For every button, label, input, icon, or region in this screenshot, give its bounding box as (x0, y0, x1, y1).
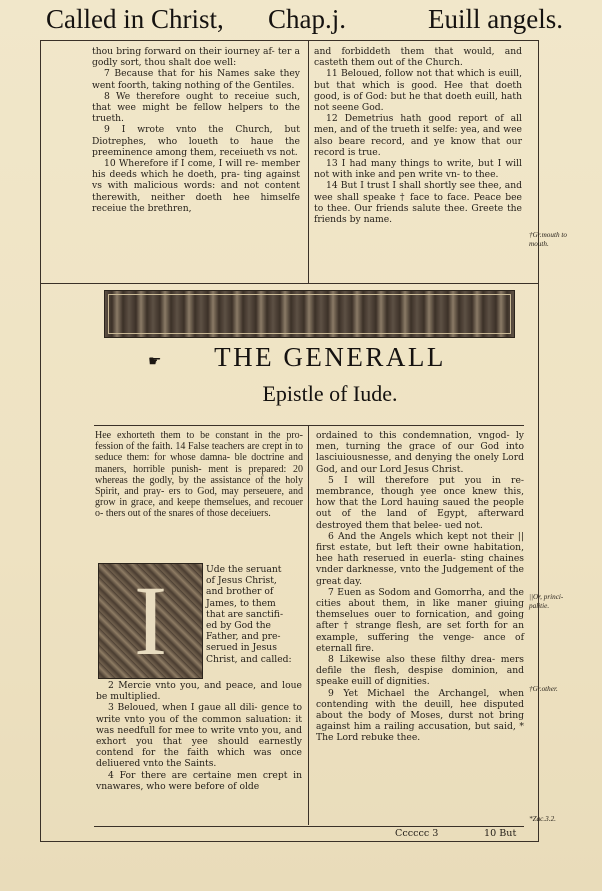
decorated-initial (98, 563, 203, 679)
verse-text: 10 Wherefore if I come, I will re- member his deeds which he doeth, pra- ting against vs with malicious words: and not content therewith, neither doeth hee himselfe receiue the brethren, (92, 158, 300, 214)
margin-note-principalitie: ||Or, princi- palitie. (529, 593, 564, 610)
verse-text: 5 I will therefore put you in re- membrance, though yee once knew this, how that the Lord hauing saued the people out of the land of Egypt, afterward destroyed them that belee- ued not. (316, 474, 524, 531)
verse-line: of Jesus Christ, (206, 575, 277, 587)
running-head-left: Called in Christ, (46, 4, 224, 34)
footer-rule (94, 826, 524, 827)
decorated-initial-letter: I (133, 565, 168, 676)
signature-mark: Cccccc 3 (395, 828, 439, 839)
header-rule (40, 40, 538, 41)
verse-text: 8 Likewise also these filthy drea- mers defile the flesh, despise dominion, and speake euill of dignities. (316, 654, 524, 688)
verse-line: James, to them (206, 597, 276, 609)
top-left-column (92, 46, 300, 214)
verse-text: 6 And the Angels which kept not their || first estate, but left their owne habitation, hee hath reserued in euerla- sting chaines vnder darknesse, vnto the Judgement of the great day. (316, 530, 524, 587)
section-rule-2 (94, 425, 524, 426)
column-divider-bottom (308, 425, 309, 825)
margin-note-mouth: †Gr.mouth to mouth. (529, 231, 567, 248)
chapter-summary: Hee exhorteth them to be constant in the pro- fession of the faith. 14 False teachers are crept in to seduce them: for whose damna- ble doctrine and maners, horrible punish- ment is prepared: 20 whereas the godly, by the assistance of the holy Spirit, and pray- ers to God, may perseuere, and grow in grace, and keepe themselues, and recouer o- thers out of the snares of those deceiuers. (95, 430, 303, 520)
verse-text: and forbiddeth them that would, and casteth them out of the Church. (314, 46, 522, 69)
verse-text: 9 Yet Michael the Archangel, when contending with the deuill, hee disputed about the body of Moses, durst not bring against him a railing accusation, but said, * The Lord rebuke thee. (316, 687, 524, 744)
verse-text: 13 I had many things to write, but I will not with inke and pen write vn- to thee. (314, 158, 522, 181)
verse-text: 2 Mercie vnto you, and peace, and loue be multiplied. (96, 680, 302, 703)
verse-line: Ude the seruant (206, 564, 282, 575)
verse-text: 11 Beloued, follow not that which is euill, but that which is good. Hee that doeth good, is of God: but he that doeth euill, hath not seene God. (314, 68, 522, 114)
verse-one-wrap (206, 564, 304, 665)
top-right-column (314, 46, 522, 225)
verse-text: thou bring forward on their iourney af- ter a godly sort, thou shalt doe well: (92, 46, 300, 69)
running-head-right: Euill angels. (428, 4, 563, 34)
ornamental-headpiece (104, 290, 515, 338)
verse-line: that are sanctifi- (206, 608, 284, 620)
column-divider-top (308, 41, 309, 283)
running-head-chapter: Chap.j. (268, 4, 346, 34)
book-title: THE GENERALL (214, 342, 446, 372)
verse-text: 3 Beloued, when I gaue all dili- gence to write vnto you of the common saluation: it was needfull for mee to write vnto you, and exhort you that yee should earnestly contend for the faith which was once deliuered vnto the Saints. (96, 702, 302, 770)
verse-text: 12 Demetrius hath good report of all men, and of the trueth it selfe: yea, and wee also beare record, and ye know that our record is true. (314, 113, 522, 158)
verse-text: 14 But I trust I shall shortly see thee, and wee shall speake † face to face. Peace bee to thee. Our friends salute thee. Greete the friends by name. (314, 180, 522, 226)
verse-line: and brother of (206, 586, 274, 598)
verse-text: 9 I wrote vnto the Church, but Diotrephes, who loueth to haue the preeminence among them, receiueth vs not. (92, 124, 300, 158)
bottom-right-column (316, 430, 524, 744)
bottom-left-column (96, 680, 302, 792)
verse-line: serued in Jesus (206, 642, 277, 654)
verse-text: 4 For there are certaine men crept in vnawares, who were before of olde (96, 769, 302, 792)
pointing-hand-icon: ☛ (148, 352, 162, 370)
verse-text: 7 Because that for his Names sake they went foorth, taking nothing of the Gentiles. (92, 68, 300, 91)
verse-text: 8 We therefore ought to receiue such, that wee might be fellow helpers to the trueth. (92, 90, 300, 125)
verse-line: Father, and pre- (206, 631, 281, 643)
margin-note-other: †Gr.other. (529, 685, 558, 693)
book-subtitle: Epistle of Iude. (262, 381, 398, 406)
section-rule (40, 283, 538, 284)
verse-text: 7 Euen as Sodom and Gomorrha, and the cities about them, in like maner giuing themselues ouer to fornication, and going after † strange flesh, are set forth for an example, suffering the venge- ance of eternall fire. (316, 586, 524, 654)
margin-note-zac: *Zac.3.2. (529, 815, 556, 823)
verse-line: ed by God the (206, 620, 271, 632)
verse-text: ordained to this condemnation, vngod- ly men, turning the grace of our God into lasciuiousnesse, and denying the onely Lord God, and our Lord Jesus Christ. (316, 430, 524, 475)
catchword: 10 But (484, 828, 517, 839)
verse-line: Christ, and called: (206, 653, 292, 665)
